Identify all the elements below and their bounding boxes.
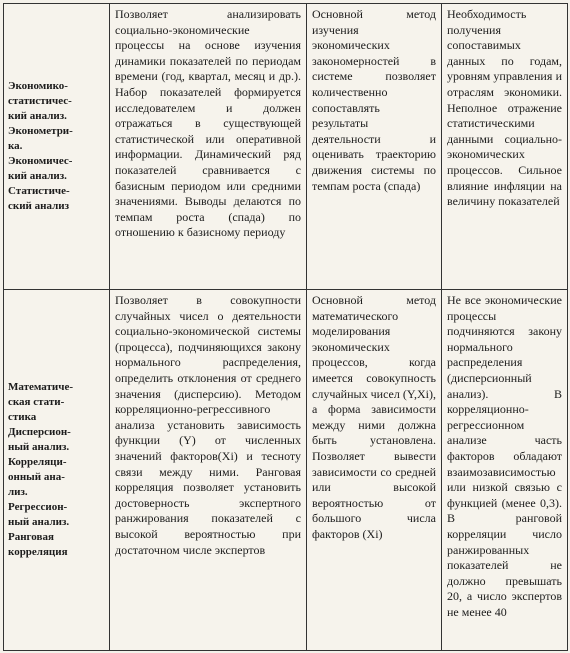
method-cell <box>307 4 442 290</box>
limitations-text: Не все экономические процессы подчиняются закону нормального распределения (дисперсионный анализ). В корреляционно-регрессионном анализе часть факторов обладают взаимозависимостью или низкой связью с функцией (менее 0,3). В ранговой корреляции число ранжированных показателей не должно превышать 20, а число экспертов не менее 40 <box>447 293 562 619</box>
method-name-line: Корреляци- <box>8 456 67 468</box>
method-name-line: ный анализ. <box>8 516 70 528</box>
description-cell <box>110 290 307 651</box>
methods-table <box>3 3 568 651</box>
method-name-line: кий анализ. <box>8 170 67 182</box>
table-row <box>4 290 568 651</box>
method-name-line: Экономико- <box>8 80 68 92</box>
method-name-line: Математиче- <box>8 381 74 393</box>
method-name-cell <box>4 290 110 651</box>
method-name-line: статистичес- <box>8 95 72 107</box>
method-name-line: ный анализ. <box>8 441 70 453</box>
limitations-text: Необходимость получения сопоставимых данных по годам, уровням управления и отраслям экономики. Неполное отражение статистическими данными социально-экономических процессов. Сильное влияние инфляции на величину показателей <box>447 7 562 209</box>
method-name-line: стика <box>8 411 37 423</box>
method-name-line: Дисперсион- <box>8 426 71 438</box>
method-name-cell <box>4 4 110 290</box>
method-name-line: Статистиче- <box>8 185 70 197</box>
description-text: Позволяет в совокупности случайных чисел о деятельности социально-экономической системы (процесса), подчиняющихся закону нормального распределения, определить отклонения от среднего значения (дисперсию). Методом корреляционно-регрессивного анализа установить зависимость функции (Y) от численных значений факторов(Xi) и тесноту связи между ними. Ранговая корреляция позволяет установить достоверность экспертного ранжирования показателей с высокой вероятностью при достаточном числе экспертов <box>115 293 301 557</box>
limitations-cell <box>442 4 568 290</box>
method-text: Основной метод математического моделирования экономических процессов, когда имеется совокупность случайных чисел (Y,Xi), а форма зависимости между ними должна быть установлена. Позволяет вывести зависимости со средней или высокой вероятностью от большого числа факторов (Xi) <box>312 293 436 541</box>
method-name-line: Регрессион- <box>8 501 68 513</box>
method-name-line: ка. <box>8 140 23 152</box>
method-name-line: Ранговая <box>8 531 54 543</box>
method-name-line: кий анализ. <box>8 110 67 122</box>
method-name-line: ская стати- <box>8 396 65 408</box>
method-name-line: онный ана- <box>8 471 65 483</box>
method-name-line: ский анализ <box>8 200 70 212</box>
method-name-line: Эконометри- <box>8 125 73 137</box>
limitations-cell <box>442 290 568 651</box>
description-text: Позволяет анализировать социально-экономические процессы на основе изучения динамики показателей по периодам времени (год, квартал, месяц и др.). Набор показателей формируется исследователем и должен отражаться в существующей статистической или оперативной информации. Динамический ряд показателей сравнивается с базисным периодом или средними значениями. Выводы делаются по темпам роста (спада) по отношению к базисному периоду <box>115 7 301 240</box>
method-name-line: лиз. <box>8 486 28 498</box>
method-text: Основной метод изучения экономических закономерностей в системе позволяет количественно сопоставлять результаты деятельности и оценивать траекторию движения системы по темпам роста (спада) <box>312 7 436 193</box>
method-cell <box>307 290 442 651</box>
method-name-line: Экономичес- <box>8 155 73 167</box>
table-row <box>4 4 568 290</box>
method-name-line: корреляция <box>8 546 68 558</box>
description-cell <box>110 4 307 290</box>
